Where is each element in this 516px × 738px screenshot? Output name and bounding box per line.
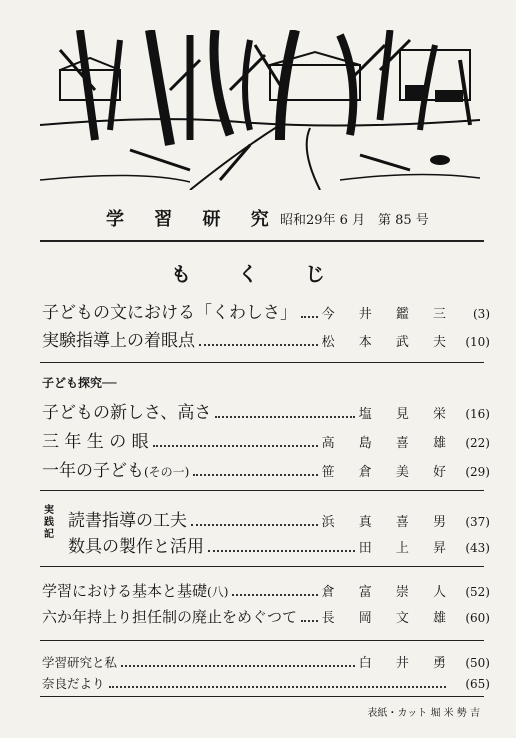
leader-dots xyxy=(232,594,317,596)
leader-dots xyxy=(153,445,318,447)
leader-dots xyxy=(121,665,355,667)
leader-dots xyxy=(191,524,318,526)
entry-title: 子どもの新しさ、高さ xyxy=(42,403,212,423)
bottom-rule xyxy=(40,696,484,697)
toc-entry[interactable] xyxy=(42,606,490,627)
section-label: 子ども探究── xyxy=(42,376,117,390)
toc-entry[interactable] xyxy=(42,652,490,671)
section-divider xyxy=(40,640,484,641)
issue-number: 第 85 号 xyxy=(378,213,429,228)
entry-note: (その一) xyxy=(144,465,190,479)
cover-illustration xyxy=(40,30,480,190)
entry-title: 子どもの文における「くわしさ」 xyxy=(42,303,297,323)
entry-page: (22) xyxy=(465,436,490,450)
entry-author: 高 島 喜 雄 xyxy=(321,436,456,451)
section-divider xyxy=(40,490,484,491)
entry-page: (65) xyxy=(465,677,490,691)
toc-entry[interactable] xyxy=(42,298,490,323)
practice-record-label: 実 践 記 xyxy=(44,505,54,540)
entry-author: 松 本 武 夫 xyxy=(321,335,456,350)
entry-author: 浜 真 喜 男 xyxy=(321,515,456,530)
toc-entry[interactable] xyxy=(42,398,490,423)
entry-page: (10) xyxy=(465,335,490,349)
toc-entry[interactable] xyxy=(42,427,490,452)
toc-entry[interactable] xyxy=(68,506,490,531)
entry-page: (29) xyxy=(465,465,490,479)
entry-author: 笹 倉 美 好 xyxy=(321,465,456,480)
leader-dots xyxy=(301,620,318,622)
leader-dots xyxy=(208,550,355,552)
entry-page: (37) xyxy=(465,515,490,529)
toc-entry[interactable] xyxy=(42,326,490,351)
entry-note: (八) xyxy=(207,585,229,599)
toc-entry[interactable] xyxy=(42,580,490,601)
entry-page: (52) xyxy=(465,585,490,599)
entry-author: 田 上 昇 xyxy=(358,541,456,556)
leader-dots xyxy=(199,344,318,346)
leader-dots xyxy=(301,316,318,318)
toc-entry[interactable] xyxy=(68,532,490,557)
entry-title: 三 年 生 の 眼 xyxy=(42,432,149,452)
entry-title: 読書指導の工夫 xyxy=(68,511,187,531)
section-divider xyxy=(40,362,484,363)
entry-author: 長 岡 文 雄 xyxy=(321,611,456,626)
entry-author: 塩 見 栄 xyxy=(358,407,456,422)
magazine-title: 学 習 研 究 xyxy=(106,209,281,230)
entry-title: 学習における基本と基礎 xyxy=(42,582,208,600)
entry-title: 六か年持上り担任制の廃止をめぐつて xyxy=(42,608,298,626)
entry-author: 今 井 鑑 三 xyxy=(321,307,456,322)
toc-heading: も く じ xyxy=(171,262,345,286)
leader-dots xyxy=(193,474,317,476)
toc-entry[interactable] xyxy=(42,674,490,692)
cover-credit: 表紙・カット 堀 米 勢 吉 xyxy=(367,708,480,719)
entry-title: 一年の子ども xyxy=(42,461,144,481)
entry-author: 倉 富 崇 人 xyxy=(321,585,456,600)
leader-dots xyxy=(109,686,446,688)
issue-date: 昭和29年 6 月 xyxy=(280,213,366,228)
toc-entry[interactable] xyxy=(42,456,490,481)
masthead-rule xyxy=(40,240,484,242)
entry-page: (43) xyxy=(465,541,490,555)
entry-title: 奈良だより xyxy=(42,676,105,691)
masthead xyxy=(0,205,516,231)
entry-title: 実験指導上の着眼点 xyxy=(42,331,195,351)
entry-title: 学習研究と私 xyxy=(42,655,118,670)
entry-page: (50) xyxy=(465,656,490,670)
entry-page: (60) xyxy=(465,611,490,625)
section-divider xyxy=(40,566,484,567)
entry-author: 白 井 勇 xyxy=(358,656,456,671)
entry-page: (16) xyxy=(465,407,490,421)
leader-dots xyxy=(215,416,354,418)
entry-page: (3) xyxy=(473,307,490,321)
entry-title: 数具の製作と活用 xyxy=(68,537,204,557)
